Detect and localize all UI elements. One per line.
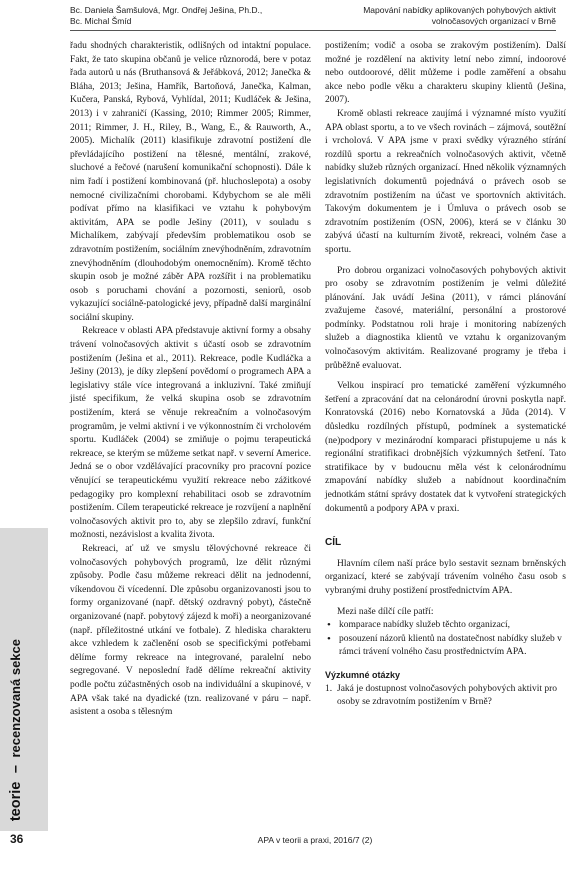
question-number: 1. [325, 683, 333, 694]
left-column [70, 40, 311, 720]
journal-footer: APA v teorii a praxi, 2016/7 (2) [257, 835, 373, 845]
list-item [325, 683, 566, 710]
header-divider [70, 30, 556, 31]
left-paragraph-3: Rekreaci, ať už ve smyslu tělovýchovné rekreace či volnočasových pohybových programů, lze dělit různými způsoby. Podle času můžeme rekreaci dělit na jednodenní, víkendovou či vícedenní. Dle způsobu organizovanosti jsou to formy organizované (např. dětský ozdravný pobyt), částečně organizované (např. pobytový zájezd k moři) a neorganizované (např. příležitostné utkání ve fotbale). Z hlediska charakteru akce vzhledem k začlenění osob se specifickými potřebami dělíme formy rekreace na integrované, paralelní nebo segregované. V neposlední řadě dělíme rekreační aktivity podle počtu zúčastněných osob na individuální a skupinové, v APA však také na dyadické (tzn. realizované v páru – např. asistent a osoba s tělesným [70, 543, 311, 718]
heading-cil: CÍL [325, 537, 342, 549]
right-paragraph-1: postižením; vodič a osoba se zrakovým postižením). Další možné je rozdělení na aktivity letní nebo zimní, indoorové nebo outdoorové, dělit můžeme i podle zaměření a obsahu akce nebo podle věku a charakteru skupiny klientů (Ješina, 2007). [325, 41, 566, 106]
question-text: Jaká je dostupnost volnočasových pohybových aktivit pro osoby se zdravotním postižením v Brně? [337, 683, 558, 708]
right-paragraph-2: Kromě oblasti rekreace zaujímá i významné místo využití APA oblast sportu, a to ve všech rovinách – zájmová, soutěžní i vrcholová. V APA jsme v praxi svědky výrazného stírání rozdílů sportu a rekreačních volnočasových aktivit, včetně nabídky služeb různých organizací. Hned několik významných legislativních dokumentů pojednává o právech osob se zdravotním postižením na účast ve sportovních aktivitách. Takovým dokumentem je i Úmluva o právech osob se zdravotním postižením (OSN, 2006), která se v článku 30 zabývá účastí na kulturním životě, rekreaci, volném čase a sportu. [325, 108, 566, 255]
subgoals-intro: Mezi naše dílčí cíle patří: [337, 606, 434, 617]
research-questions-list [325, 683, 566, 710]
article-title-line-1: Mapování nabídky aplikovaných pohybových aktivit [363, 5, 556, 15]
page-number: 36 [10, 832, 24, 846]
right-column [325, 40, 566, 710]
right-paragraph-3: Pro dobrou organizaci volnočasových pohybových aktivit pro osoby se zdravotním postižením je velmi důležité plánování. Jak uvádí Ješina (2011), v rámci plánování zvažujeme časové, materiální, personální a prostorové podmínky. Podstatnou roli hraje i monitoring nabízených služeb a diagnostika klientů ve vztahu k organizovaným volnočasovým aktivitám. Realizované programy je třeba i průběžně evaluovat. [325, 265, 566, 371]
right-paragraph-4: Velkou inspirací pro tematické zaměření výzkumného šetření a zpracování dat na celonárodní úrovni poskytla např. Konratovská (2016) nebo Kornatovská a Jůda (2014). V důsledku rozdílných přístupů, podmínek a systematické (ne)podpory v mezinárodní komparaci přistupujeme u nás k regionální stratifikaci drobnějších výzkumných šetření. Tato stratifikace by v budoucnu měla vést k celonárodnímu zmapování nabídky služeb a nabídnout koordinačním jednotkám státní správy dostatek dat k vytvoření strategických dokumentů a podpory APA v praxi. [325, 381, 566, 514]
subgoals-list [325, 619, 566, 660]
section-label-main: teorie [8, 781, 24, 821]
list-item: • komparace nabídky služeb těchto organizací, [339, 619, 566, 633]
left-paragraph-1: řadu shodných charakteristik, odlišných od intaktní populace. Fakt, že tato skupina občanů je velice různorodá, bere v potaz řada autorů u nás (Bruthansová & Jeřábková, 2012; Janečka & Bláha, 2013; Ješina, Hamřík, Bartoňová, Janečka, Kalman, Kučera, Panská, Rybová, Vyhlídal, 2011; Kudláček & Ješina, 2013) i v zahraničí (Kassing, 2010; Rimmer 2005; Rimmer, 2011; Rimmer, J. H., Riley, B., Wang, E., & Rauworth, A., 2005). Michalík (2011) klasifikuje zdravotní postižení dle převládajícího postižení na tělesné, mentální, zrakové, sluchové a řečové (narušení komunikační schopnosti). Dále k nim řadí i postižení kombinovaná (př. hluchoslepota) a osoby nemocné civilizačními chorobami. Kdybychom se ale měli podívat přímo na klasifikaci ve vztahu k pohybovým aktivitám, APA se podle Ješiny (2011), v souladu s Michalíkem, zabývají především problematikou osob se zdravotním postižením, sociálním znevýhodněním, zdravotním znevýhodněním (dlouhodobým onemocněním). Kromě těchto skupin osob je možné záběr APA rozšířit i na problematiku osob s poruchami chování a pozornosti, seniorů, osob vykazující sociálně-patologické jevy, případně další marginální sociální skupiny. [70, 41, 311, 323]
section-label-dash: – [8, 765, 24, 774]
article-title-line-2: volnočasových organizací v Brně [431, 16, 556, 26]
section-side-band [0, 528, 48, 831]
section-label-sub: recenzovaná sekce [8, 638, 23, 758]
authors-line-1: Bc. Daniela Šamšulová, Mgr. Ondřej Ješina, Ph.D., [70, 5, 263, 15]
left-paragraph-2: Rekreace v oblasti APA představuje aktivní formy a obsahy trávení volnočasových aktivit s účastí osob se zdravotním postižením (Ješina et al., 2011). Rekreace, podle Kudláčka a Ješiny (2013), je díky zlepšení povědomí o programech APA a legislativy stále více integrovaná a inkluzivní. Také zmiňují jisté specifikum, že velká skupina osob se zdravotním postižením, která se věnuje rekreačním a volnočasovým programům, je velmi aktivní i ve výkonnostním či vrcholovém sportu. Kudláček (2004) se zmiňuje o pojmu terapeutická rekreace, se kterým se můžeme setkat např. v severní Americe. Jedná se o obor vzdělávající pracovníky pro pracovní pozice věnující se terapeutickému využití rekreace nebo zážitkové pedagogiky pro komplexní rehabilitaci osob se zdravotním postižením. Cílem terapeutické rekreace je rozvíjení a naplnění volnočasových aktivit pro to, aby se zlepšilo zdraví, funkční možnosti, nezávislost a kvalita života. [70, 326, 311, 541]
list-item: • posouzení názorů klientů na dostatečnost nabídky služeb v rámci trávení volného času prostřednictvím APA. [339, 633, 566, 660]
section-label [8, 639, 24, 821]
authors-line-2: Bc. Michal Šmíd [70, 16, 132, 26]
cil-paragraph: Hlavním cílem naší práce bylo sestavit seznam brněnských organizací, které se zabývají trávením volného času osob s vybranými druhy postižení prostřednictvím APA. [325, 558, 566, 596]
heading-research-questions: Výzkumné otázky [325, 669, 401, 680]
header-article-title [296, 5, 556, 27]
header-authors [70, 5, 300, 27]
